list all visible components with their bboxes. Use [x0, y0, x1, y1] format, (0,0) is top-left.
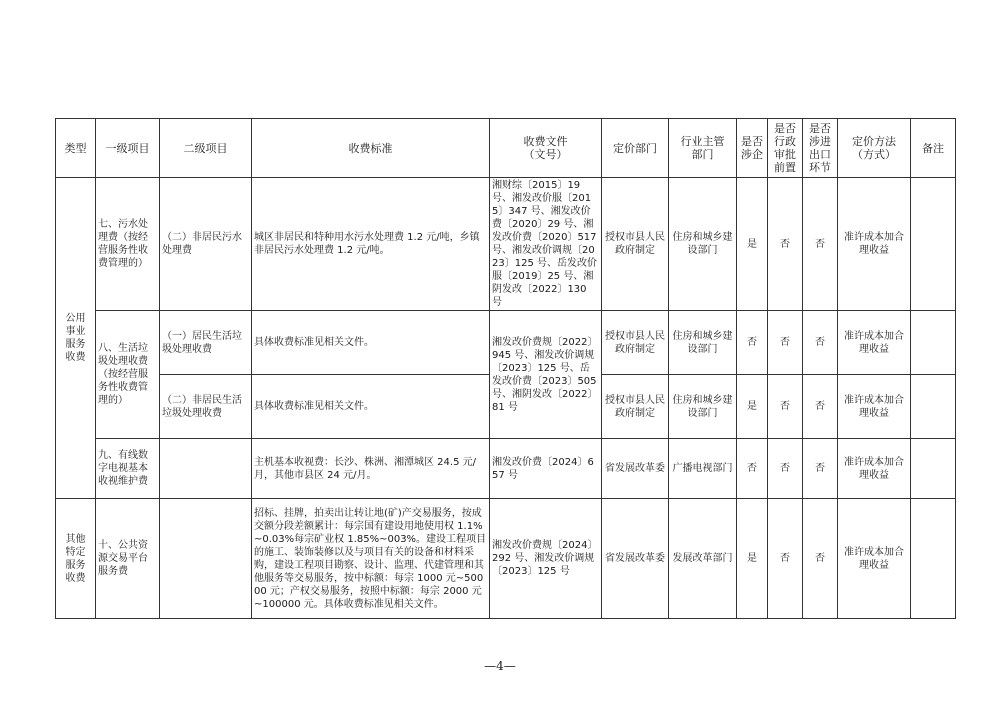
involves-enterprise-cell: 否 — [737, 439, 768, 499]
industry-dept-cell: 住房和城乡建设部门 — [669, 178, 737, 311]
header-remarks: 备注 — [911, 119, 956, 178]
header-row — [56, 119, 956, 178]
pricing-method-cell: 准许成本加合理收益 — [838, 178, 911, 311]
standard-cell: 城区非居民和特种用水污水处理费 1.2 元/吨，乡镇非居民污水处理费 1.2 元/吨。 — [252, 178, 490, 311]
header-document: 收费文件 （文号） — [490, 119, 602, 178]
standard-cell: 具体收费标准见相关文件。 — [252, 311, 490, 375]
level1-cell: 七、污水处理费（按经营服务性收费管理的） — [96, 178, 160, 311]
document-cell: 湘发改价费规〔2022〕945 号、湘发改价调规〔2023〕125 号、岳发改价费〔2023〕505 号、湘阴发改〔2022〕81 号 — [490, 311, 602, 439]
import-export-cell: 否 — [803, 499, 838, 619]
involves-enterprise-cell: 否 — [737, 311, 768, 375]
level2-cell — [160, 499, 252, 619]
fee-table — [55, 118, 956, 619]
level1-cell: 十、公共资源交易平台服务费 — [96, 499, 160, 619]
level1-cell: 八、生活垃圾处理收费（按经营服务性收费管理的） — [96, 311, 160, 439]
pricing-dept-cell: 省发展改革委 — [602, 439, 669, 499]
type-cell: 其他 特定 服务 收费 — [56, 499, 96, 619]
level1-cell: 九、有线数字电视基本收视维护费 — [96, 439, 160, 499]
type-cell: 公用 事业 服务 收费 — [56, 178, 96, 499]
industry-dept-cell: 广播电视部门 — [669, 439, 737, 499]
header-admin-approval: 是否 行政 审批 前置 — [768, 119, 803, 178]
admin-approval-cell: 否 — [768, 311, 803, 375]
level2-cell — [160, 439, 252, 499]
involves-enterprise-cell: 是 — [737, 178, 768, 311]
import-export-cell: 否 — [803, 311, 838, 375]
pricing-method-cell: 准许成本加合理收益 — [838, 439, 911, 499]
import-export-cell: 否 — [803, 178, 838, 311]
industry-dept-cell: 发展改革部门 — [669, 499, 737, 619]
remarks-cell — [911, 439, 956, 499]
header-standard: 收费标准 — [252, 119, 490, 178]
involves-enterprise-cell: 是 — [737, 499, 768, 619]
pricing-dept-cell: 省发展改革委 — [602, 499, 669, 619]
standard-cell: 主机基本收视费：长沙、株洲、湘潭城区 24.5 元/月，其他市县区 24 元/月。 — [252, 439, 490, 499]
pricing-dept-cell: 授权市县人民政府制定 — [602, 178, 669, 311]
pricing-method-cell: 准许成本加合理收益 — [838, 375, 911, 439]
remarks-cell — [911, 375, 956, 439]
header-level1: 一级项目 — [96, 119, 160, 178]
page-number: —4— — [484, 659, 516, 673]
header-type: 类型 — [56, 119, 96, 178]
standard-cell: 具体收费标准见相关文件。 — [252, 375, 490, 439]
table-row — [56, 439, 956, 499]
remarks-cell — [911, 499, 956, 619]
standard-cell: 招标、挂牌，拍卖出让转让地(矿)产交易服务，按成交额分段差额累计：每宗国有建设用地使用权 1.1%~0.03%每宗矿业权 1.85%~003%。建设工程项目的施工、装饰装修以及与项目有关的设备和材料采购，建设工程项目勘察、设计、监理、代建管理和其他服务等交易服务，按中标额：每宗 1000 元~50000 元；产权交易服务，按照中标额：每宗 2000 元~100000 元。具体收费标准见相关文件。 — [252, 499, 490, 619]
table-row — [56, 178, 956, 311]
document-cell: 湘财综〔2015〕19 号、湘发改价服〔2015〕347 号、湘发改价费〔2020〕29 号、湘发改价费〔2020〕517 号、湘发改价调规〔2023〕125 号、岳发改价服〔2019〕25 号、湘阴发改〔2022〕130 号 — [490, 178, 602, 311]
remarks-cell — [911, 311, 956, 375]
table-row — [56, 311, 956, 375]
pricing-method-cell: 准许成本加合理收益 — [838, 499, 911, 619]
pricing-dept-cell: 授权市县人民政府制定 — [602, 375, 669, 439]
remarks-cell — [911, 178, 956, 311]
import-export-cell: 否 — [803, 375, 838, 439]
table-row — [56, 499, 956, 619]
level2-cell: （二）非居民生活垃圾处理收费 — [160, 375, 252, 439]
admin-approval-cell: 否 — [768, 439, 803, 499]
document-cell: 湘发改价费〔2024〕657 号 — [490, 439, 602, 499]
level2-cell: （一）居民生活垃圾处理收费 — [160, 311, 252, 375]
pricing-dept-cell: 授权市县人民政府制定 — [602, 311, 669, 375]
header-pricing-dept: 定价部门 — [602, 119, 669, 178]
admin-approval-cell: 否 — [768, 375, 803, 439]
industry-dept-cell: 住房和城乡建设部门 — [669, 311, 737, 375]
industry-dept-cell: 住房和城乡建设部门 — [669, 375, 737, 439]
involves-enterprise-cell: 是 — [737, 375, 768, 439]
header-involves-enterprise: 是否 涉企 — [737, 119, 768, 178]
pricing-method-cell: 准许成本加合理收益 — [838, 311, 911, 375]
header-level2: 二级项目 — [160, 119, 252, 178]
admin-approval-cell: 否 — [768, 499, 803, 619]
header-import-export: 是否 涉进 出口 环节 — [803, 119, 838, 178]
header-pricing-method: 定价方法 （方式） — [838, 119, 911, 178]
import-export-cell: 否 — [803, 439, 838, 499]
header-industry-dept: 行业主管 部门 — [669, 119, 737, 178]
admin-approval-cell: 否 — [768, 178, 803, 311]
document-cell: 湘发改价费规〔2024〕292 号、湘发改价调规〔2023〕125 号 — [490, 499, 602, 619]
level2-cell: （二）非居民污水处理费 — [160, 178, 252, 311]
